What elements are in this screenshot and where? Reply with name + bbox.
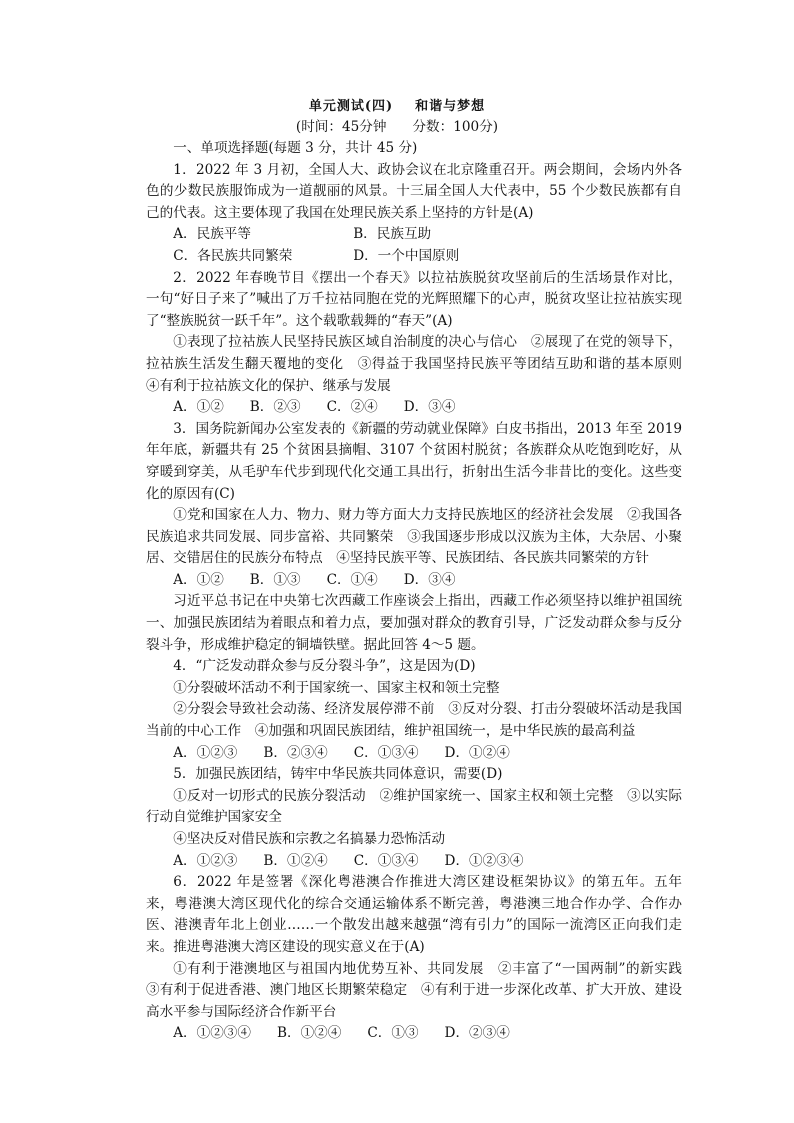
question-6-stem: 6．2022 年是签署《深化粤港澳合作推进大湾区建设框架协议》的第五年。五年来，粤港澳大湾区现代化的综合交通运输体系不断完善，粤港澳三地合作办学、合作办医、港澳青年北上创业……一个散发出越来越强“湾有引力”的国际一流湾区正向我们走来。推进粤港澳大湾区建设的现实意义在于(A) [146,874,682,955]
q1-option-b: B．民族互助 [353,226,432,243]
title-main: 单元测试(四) [308,99,394,114]
q5-option-c: C．①③④ [353,852,419,869]
page-title [0,96,794,118]
question-5-item2: ④坚决反对借民族和宗教之名搞暴力恐怖活动 [173,831,446,847]
material-passage: 习近平总书记在中央第七次西藏工作座谈会上指出，西藏工作必须坚持以维护祖国统一、加强民族团结为着眼点和着力点，要加强对群众的教育引导，广泛发动群众参与反分裂斗争，形成维护稳定的铜墙铁壁。据此回答 4～5 题。 [146,593,682,653]
question-4-options [146,743,682,765]
q6-option-a: A．①②③④ [173,1025,251,1042]
q4-option-a: A．①②③ [173,744,238,761]
q3-option-b: B．①③ [249,571,301,588]
q3-option-a: A．①② [173,571,224,588]
question-1-stem: 1．2022 年 3 月初，全国人大、政协会议在北京隆重召开。两会期间，会场内外各色的少数民族服饰成为一道靓丽的风景。十三届全国人大代表中，55 个少数民族都有自己的代表。这主要体现了我国在处理民族关系上坚持的方针是(A) [146,161,682,221]
q3-option-d: D．③④ [403,571,456,588]
q4-option-b: B．②③④ [263,744,328,761]
q2-option-c: C．②④ [326,399,378,416]
q1-option-d: D．一个中国原则 [353,247,460,264]
exam-meta [0,117,794,139]
question-4-item1: ①分裂破坏活动不利于国家统一、国家主权和领土完整 [173,679,500,696]
question-4-item2: ②分裂会导致社会动荡、经济发展停滞不前 ③反对分裂、打击分裂破坏活动是我国当前的中心工作 ④加强和巩固民族团结，维护祖国统一，是中华民族的最高利益 [146,701,682,740]
q3-option-c: C．①④ [326,571,378,588]
question-6-items: ①有利于港澳地区与祖国内地优势互补、共同发展 ②丰富了“一国两制”的新实践 ③有利于促进香港、澳门地区长期繁荣稳定 ④有利于进一步深化改革、扩大开放、建设高水平参与国际经济合作新平台 [146,960,696,1020]
title-sub: 和谐与梦想 [415,99,486,114]
question-3-stem: 3．国务院新闻办公室发表的《新疆的劳动就业保障》白皮书指出，2013 年至 2019 年年底，新疆共有 25 个贫困县摘帽、3107 个贫困村脱贫；各族群众从吃饱到吃好，从穿暖到穿美，从毛驴车代步到现代化交通工具出行，折射出生活今非昔比的变化。这些变化的原因有(C) [146,420,682,502]
exam-time: (时间：45分钟 [295,119,387,135]
q1-option-c: C．各民族共同繁荣 [173,247,293,264]
q4-option-d: D．①②④ [444,744,510,761]
q1-option-a: A．民族平等 [173,226,251,243]
q5-option-b: B．①②④ [263,852,328,869]
q6-option-d: D．②③④ [444,1025,510,1042]
q4-option-c: C．①③④ [353,744,419,761]
question-5-item1: ①反对一切形式的民族分裂活动 ②维护国家统一、国家主权和领土完整 ③以实际行动自觉维护国家安全 [146,787,682,826]
q2-option-a: A．①② [173,399,224,416]
exam-score: 分数：100分) [412,119,499,135]
question-3-options [146,570,682,592]
q5-option-a: A．①②③ [173,852,238,869]
question-5-options [146,851,682,873]
q2-option-d: D．③④ [403,399,456,416]
q6-option-b: B．①②④ [276,1025,342,1042]
q6-option-c: C．①③ [367,1025,419,1042]
question-2-items: ①表现了拉祜族人民坚持民族区域自治制度的决心与信心 ②展现了在党的领导下，拉祜族生活发生翻天覆地的变化 ③得益于我国坚持民族平等团结互助和谐的基本原则 ④有利于拉祜族文化的保护、继承与发展 [146,334,696,394]
q2-option-b: B．②③ [249,399,301,416]
q5-option-d: D．①②③④ [444,852,524,869]
question-6-options [146,1023,682,1045]
question-2-stem: 2．2022 年春晚节目《摆出一个春天》以拉祜族脱贫攻坚前后的生活场景作对比，一句“好日子来了”喊出了万千拉祜同胞在党的光辉照耀下的心声，脱贫攻坚让拉祜族实现了“整族脱贫一跃千年”。这个载歌载舞的“春天”(A) [146,269,682,329]
section-heading: 一、单项选择题(每题 3 分，共计 45 分) [173,140,418,156]
exam-content [146,138,696,1045]
question-5-stem: 5．加强民族团结，铸牢中华民族共同体意识，需要(D) [173,766,503,783]
question-2-options [146,397,682,419]
question-1-options-row2 [146,246,682,268]
question-1-options-row1 [146,224,682,246]
question-3-items: ①党和国家在人力、物力、财力等方面大力支持民族地区的经济社会发展 ②我国各民族追求共同发展、同步富裕、共同繁荣 ③我国逐步形成以汉族为主体，大杂居、小聚居、交错居住的民族分布特点 ④坚持民族平等、民族团结、各民族共同繁荣的方针 [146,507,682,567]
question-4-stem: 4．“广泛发动群众参与反分裂斗争”，这是因为(D) [173,658,476,675]
